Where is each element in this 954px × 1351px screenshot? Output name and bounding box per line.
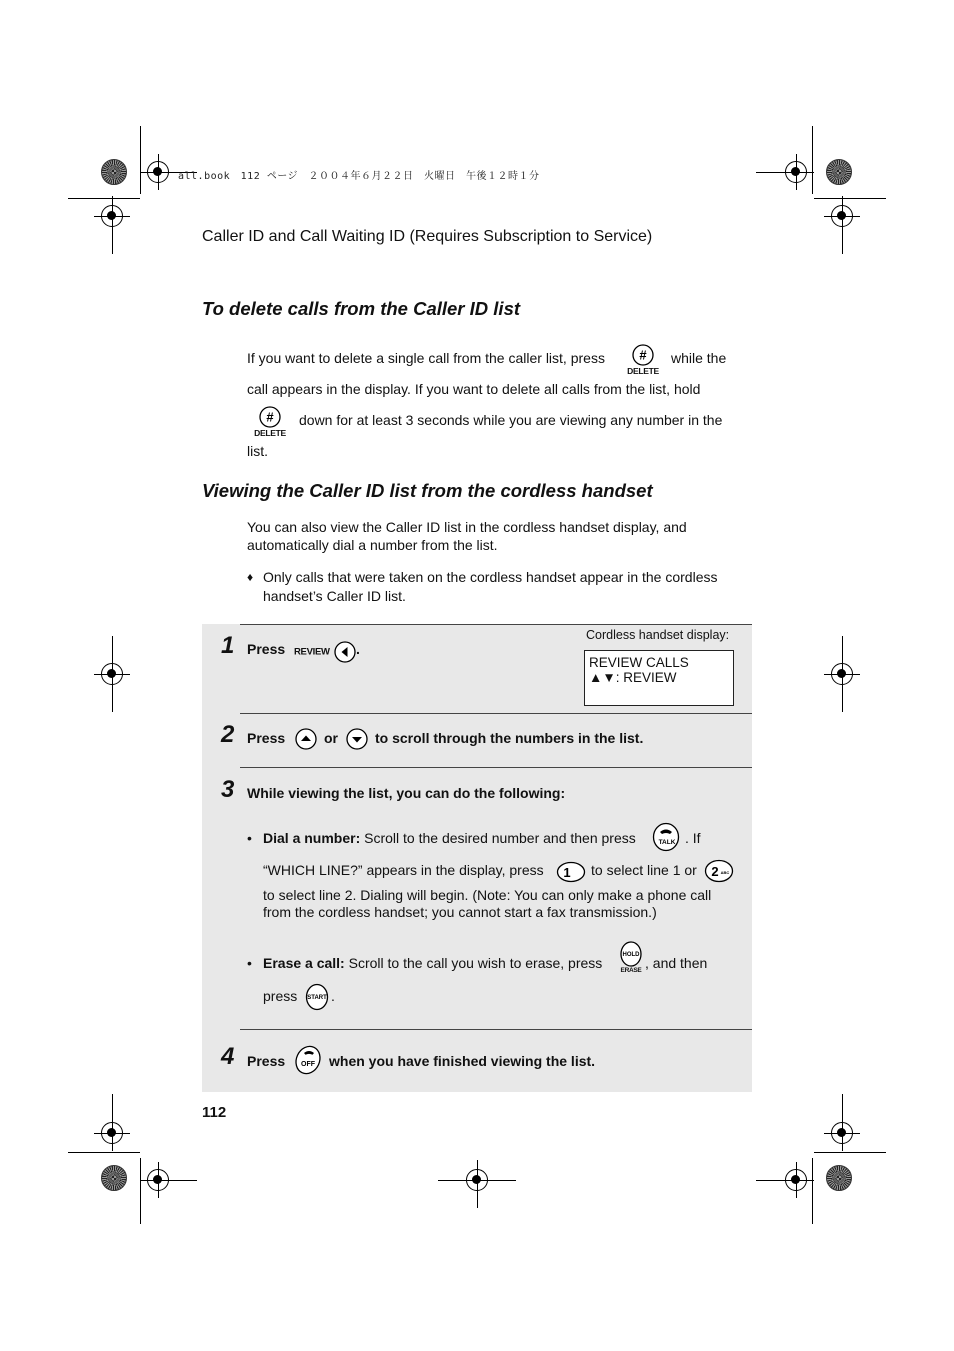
step-number-3: 3 [221,776,235,803]
review-key-label: REVIEW [294,646,330,658]
display-caption: Cordless handset display: [586,628,730,642]
talk-key-icon [652,822,680,852]
delete-line-4: list. [247,443,268,459]
svg-text:ABC: ABC [720,870,730,875]
svg-text:#: # [266,409,274,425]
delete-line-3: down for at least 3 seconds while you are viewing any number in the [299,412,723,428]
step4-text: when you have finished viewing the list. [329,1053,596,1069]
dial-text-e: to select line 2. Dialing will begin. (Note: You can only make a phone call [263,887,712,903]
svg-text:TALK: TALK [658,839,676,846]
registration-mark-icon [785,1169,807,1191]
svg-text:1: 1 [563,865,571,880]
svg-text:OFF: OFF [301,1061,315,1068]
step2-or: or [324,730,338,746]
step3-intro: While viewing the list, you can do the following: [247,785,566,801]
down-arrow-key-icon [346,728,368,750]
registration-mark-icon [785,161,807,183]
step2-press: Press [247,730,286,746]
registration-mark-icon [147,161,169,183]
dial-text-f: from the cordless handset; you cannot start a fax transmission.) [263,904,657,920]
bullet-dot-icon: • [247,830,252,846]
left-arrow-key-icon [334,641,356,663]
erase-key-label: ERASE [620,967,642,974]
registration-mark-icon [831,663,853,685]
color-target-icon [101,1165,127,1191]
dial-text-a: Scroll to the desired number and then press [364,830,636,846]
dial-text-c: “WHICH LINE?” appears in the display, press [263,862,544,878]
erase-text-d: . [331,988,335,1004]
bullet-diamond-icon: ♦ [247,570,254,584]
dial-text-b: . If [685,830,701,846]
step-number-2: 2 [221,721,235,748]
delete-line-2: call appears in the display. If you want to delete all calls from the list, hold [247,381,701,397]
svg-text:START: START [307,995,327,1001]
start-key-icon [305,983,329,1011]
step-divider [240,624,752,625]
page-number: 112 [202,1104,227,1121]
viewing-section-title: Viewing the Caller ID list from the cordless handset [202,480,653,501]
delete-key-label: DELETE [627,366,659,376]
registration-mark-icon [101,1122,123,1144]
registration-mark-icon [101,663,123,685]
step-divider [240,767,752,768]
bullet-line-1: Only calls that were taken on the cordless handset appear in the cordless [263,569,718,585]
handset-display [584,650,734,706]
bullet-line-2: handset’s Caller ID list. [263,588,406,604]
svg-text:HOLD: HOLD [622,952,640,958]
viewing-intro-line-1: You can also view the Caller ID list in the cordless handset display, and [247,519,687,535]
display-line-1: REVIEW CALLS [589,655,689,670]
step1-period: . [356,641,360,657]
delete-line-1a: If you want to delete a single call from the caller list, press [247,350,605,366]
registration-mark-icon [831,1122,853,1144]
hold-erase-key [617,941,645,974]
erase-line-1 [263,954,602,973]
viewing-intro-line-2: automatically dial a number from the list. [247,537,498,553]
off-key-icon [294,1044,322,1076]
svg-text:2: 2 [711,864,719,879]
step-number-1: 1 [221,632,235,659]
key-1-icon [556,861,586,883]
dial-line-1 [263,829,636,848]
step4-press: Press [247,1053,286,1069]
registration-mark-icon [101,205,123,227]
delete-line-1b: while the [671,350,727,366]
registration-mark-icon [466,1169,488,1191]
bullet-dot-icon: • [247,955,252,971]
dial-text-d: to select line 1 or [591,862,697,878]
dial-label: Dial a number: [263,830,361,846]
hash-key-icon [259,406,281,428]
file-header: all.book 112 ページ ２００４年６月２２日 火曜日 午後１２時１分 [178,171,540,182]
delete-section-title: To delete calls from the Caller ID list [202,298,521,319]
review-key [294,641,356,663]
step-number-4: 4 [221,1043,235,1070]
registration-mark-icon [147,1169,169,1191]
section-header: Caller ID and Call Waiting ID (Requires Subscription to Service) [202,228,653,245]
up-arrow-key-icon [295,728,317,750]
hold-key-icon [620,941,642,967]
delete-key-label: DELETE [254,428,286,438]
erase-text-a: Scroll to the call you wish to erase, press [348,955,603,971]
delete-key [249,406,291,438]
step2-text: to scroll through the numbers in the list. [375,730,644,746]
color-target-icon [826,1165,852,1191]
color-target-icon [826,159,852,185]
step-divider [240,713,752,714]
step1-press: Press [247,641,286,657]
step-divider [240,1029,752,1030]
hash-key-icon [632,344,654,366]
erase-text-b: , and then [645,955,708,971]
delete-key [622,344,664,376]
key-2-icon [704,859,734,883]
erase-label: Erase a call: [263,955,345,971]
color-target-icon [101,159,127,185]
display-line-2: ▲▼: REVIEW [589,670,677,685]
erase-text-c: press [263,988,298,1004]
registration-mark-icon [831,205,853,227]
svg-text:#: # [639,347,647,363]
